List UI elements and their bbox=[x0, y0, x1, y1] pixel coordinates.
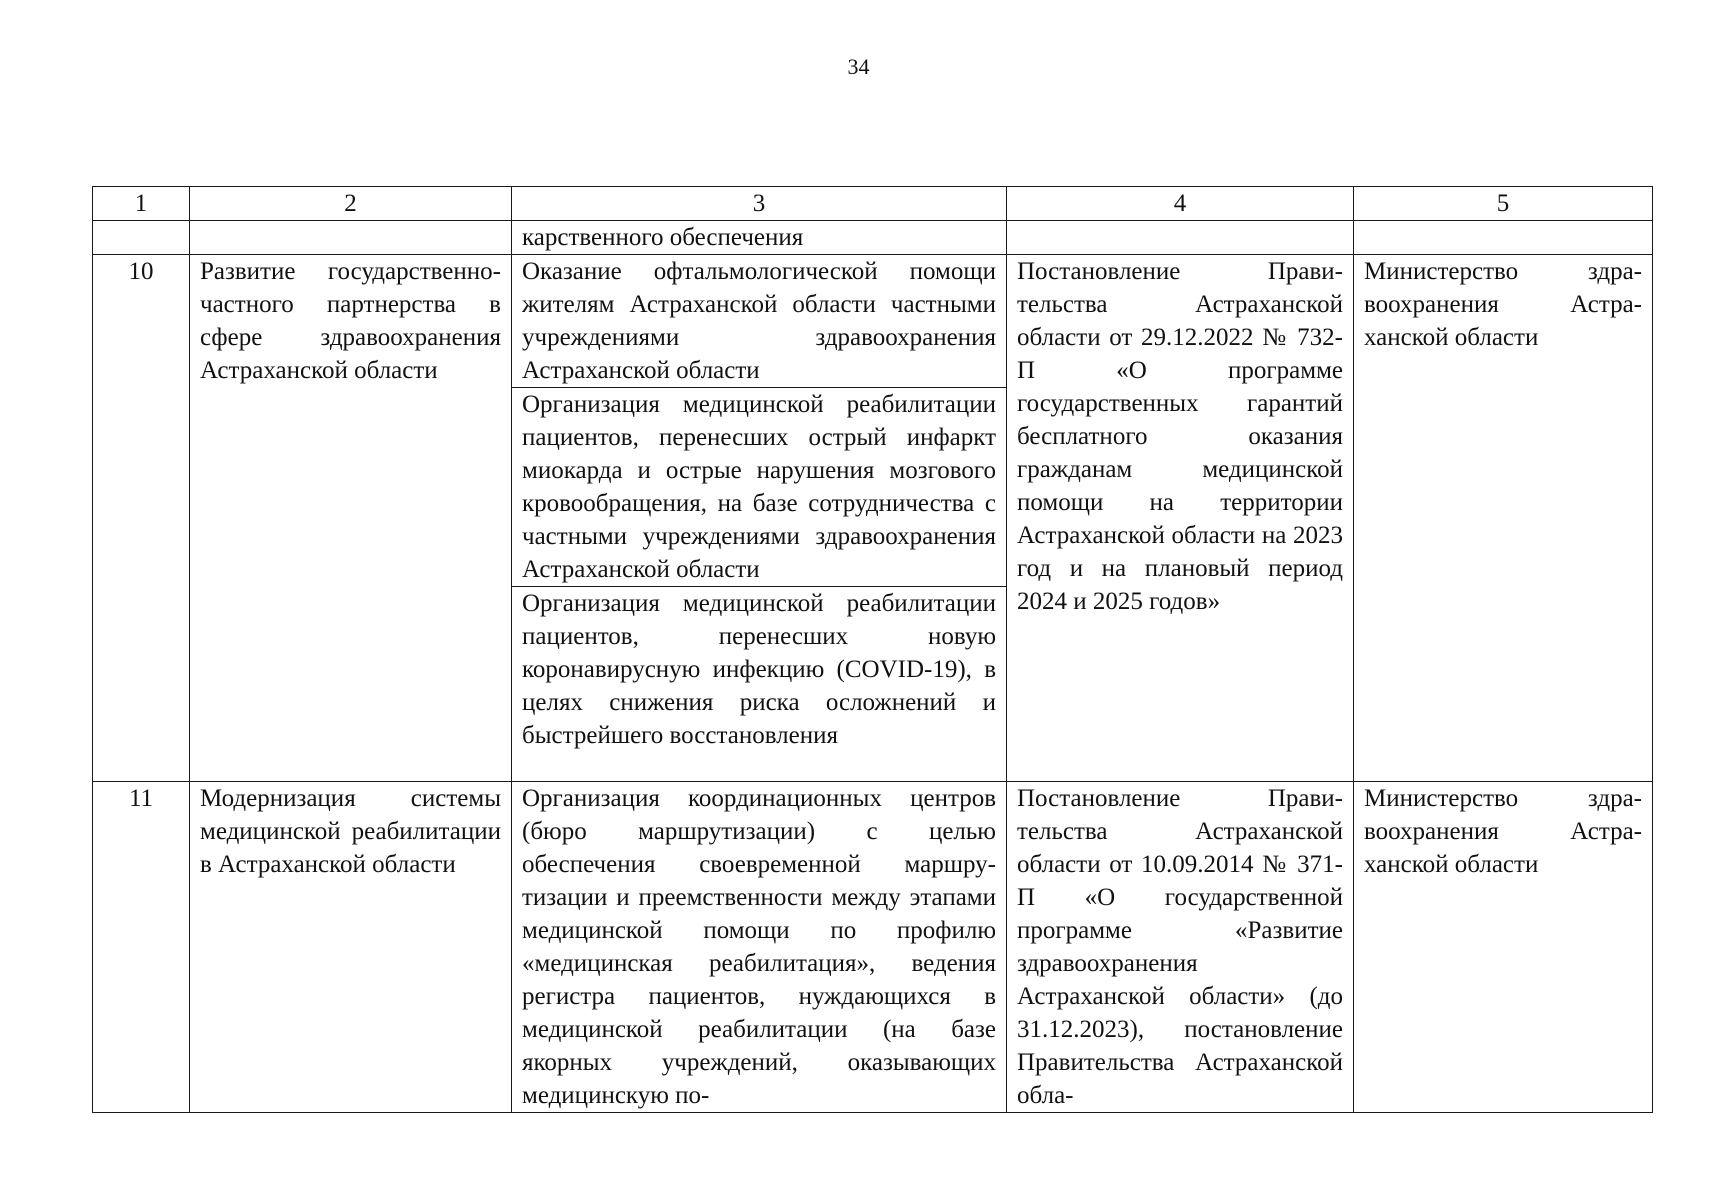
measure-item: Организация координационных центров (бюро маршрутизации) с целью обеспечения своевременной маршрутизации и преемственности между этапами медицинской помощи по профилю «медицинская реабилитация», ведения регистра пациентов, нуждающихся в медицинской реабилитации (на базе якорных учреждений, оказывающих медицинскую по- bbox=[512, 782, 1007, 1113]
column-header-1: 1 bbox=[93, 187, 190, 221]
table-row-continuation bbox=[93, 221, 1653, 255]
continuation-cell-4 bbox=[1007, 221, 1354, 255]
column-header-5: 5 bbox=[1354, 187, 1653, 221]
measure-item: Организация медицинской реабилитации пациентов, перенесших острый инфаркт миокарда и острые нарушения мозгового кровообращения, на базе сотрудничества с частными учреждениями здравоохранения Астраханской области bbox=[512, 388, 1006, 587]
legal-basis: Постановление Правительства Астраханской области от 10.09.2014 № 371-П «О государственной программе «Развитие здравоохранения Астраханской области» (до 31.12.2023), постановление Правительства Астраханской обла- bbox=[1007, 782, 1354, 1113]
table-row bbox=[93, 782, 1653, 1113]
column-header-2: 2 bbox=[190, 187, 512, 221]
page-number: 34 bbox=[847, 54, 870, 79]
legal-basis: Постановление Правительства Астраханской области от 29.12.2022 № 732-П «О программе государственных гарантий бесплатного оказания гражданам медицинской помощи на территории Астраханской области на 2023 год и на плановый период 2024 и 2025 годов» bbox=[1007, 255, 1354, 782]
continuation-cell-3: карственного обеспечения bbox=[512, 221, 1007, 255]
column-header-3: 3 bbox=[512, 187, 1007, 221]
continuation-cell-5 bbox=[1354, 221, 1653, 255]
responsible-body: Министерство здравоохранения Астраханской области bbox=[1354, 255, 1653, 782]
activity-name: Развитие государственно-частного партнерства в сфере здравоохранения Астраханской области bbox=[190, 255, 512, 782]
responsible-body: Министерство здравоохранения Астраханской области bbox=[1354, 782, 1653, 1113]
measure-item: Оказание офтальмологической помощи жителям Астраханской области частными учреждениями здравоохранения Астраханской области bbox=[512, 255, 1006, 388]
measures-cell bbox=[512, 255, 1007, 782]
continuation-cell-2 bbox=[190, 221, 512, 255]
row-number: 11 bbox=[93, 782, 190, 1113]
column-header-4: 4 bbox=[1007, 187, 1354, 221]
activity-name: Модернизация системы медицинской реабилитации в Астраханской области bbox=[190, 782, 512, 1113]
measures-table bbox=[92, 186, 1653, 1113]
table-row bbox=[93, 255, 1653, 782]
row-number: 10 bbox=[93, 255, 190, 782]
table-header-row bbox=[93, 187, 1653, 221]
continuation-cell-1 bbox=[93, 221, 190, 255]
measure-item: Организация медицинской реабилитации пациентов, перенесших новую коронавирусную инфекцию (COVID-19), в целях снижения риска осложнений и быстрейшего восстановления bbox=[522, 590, 996, 749]
